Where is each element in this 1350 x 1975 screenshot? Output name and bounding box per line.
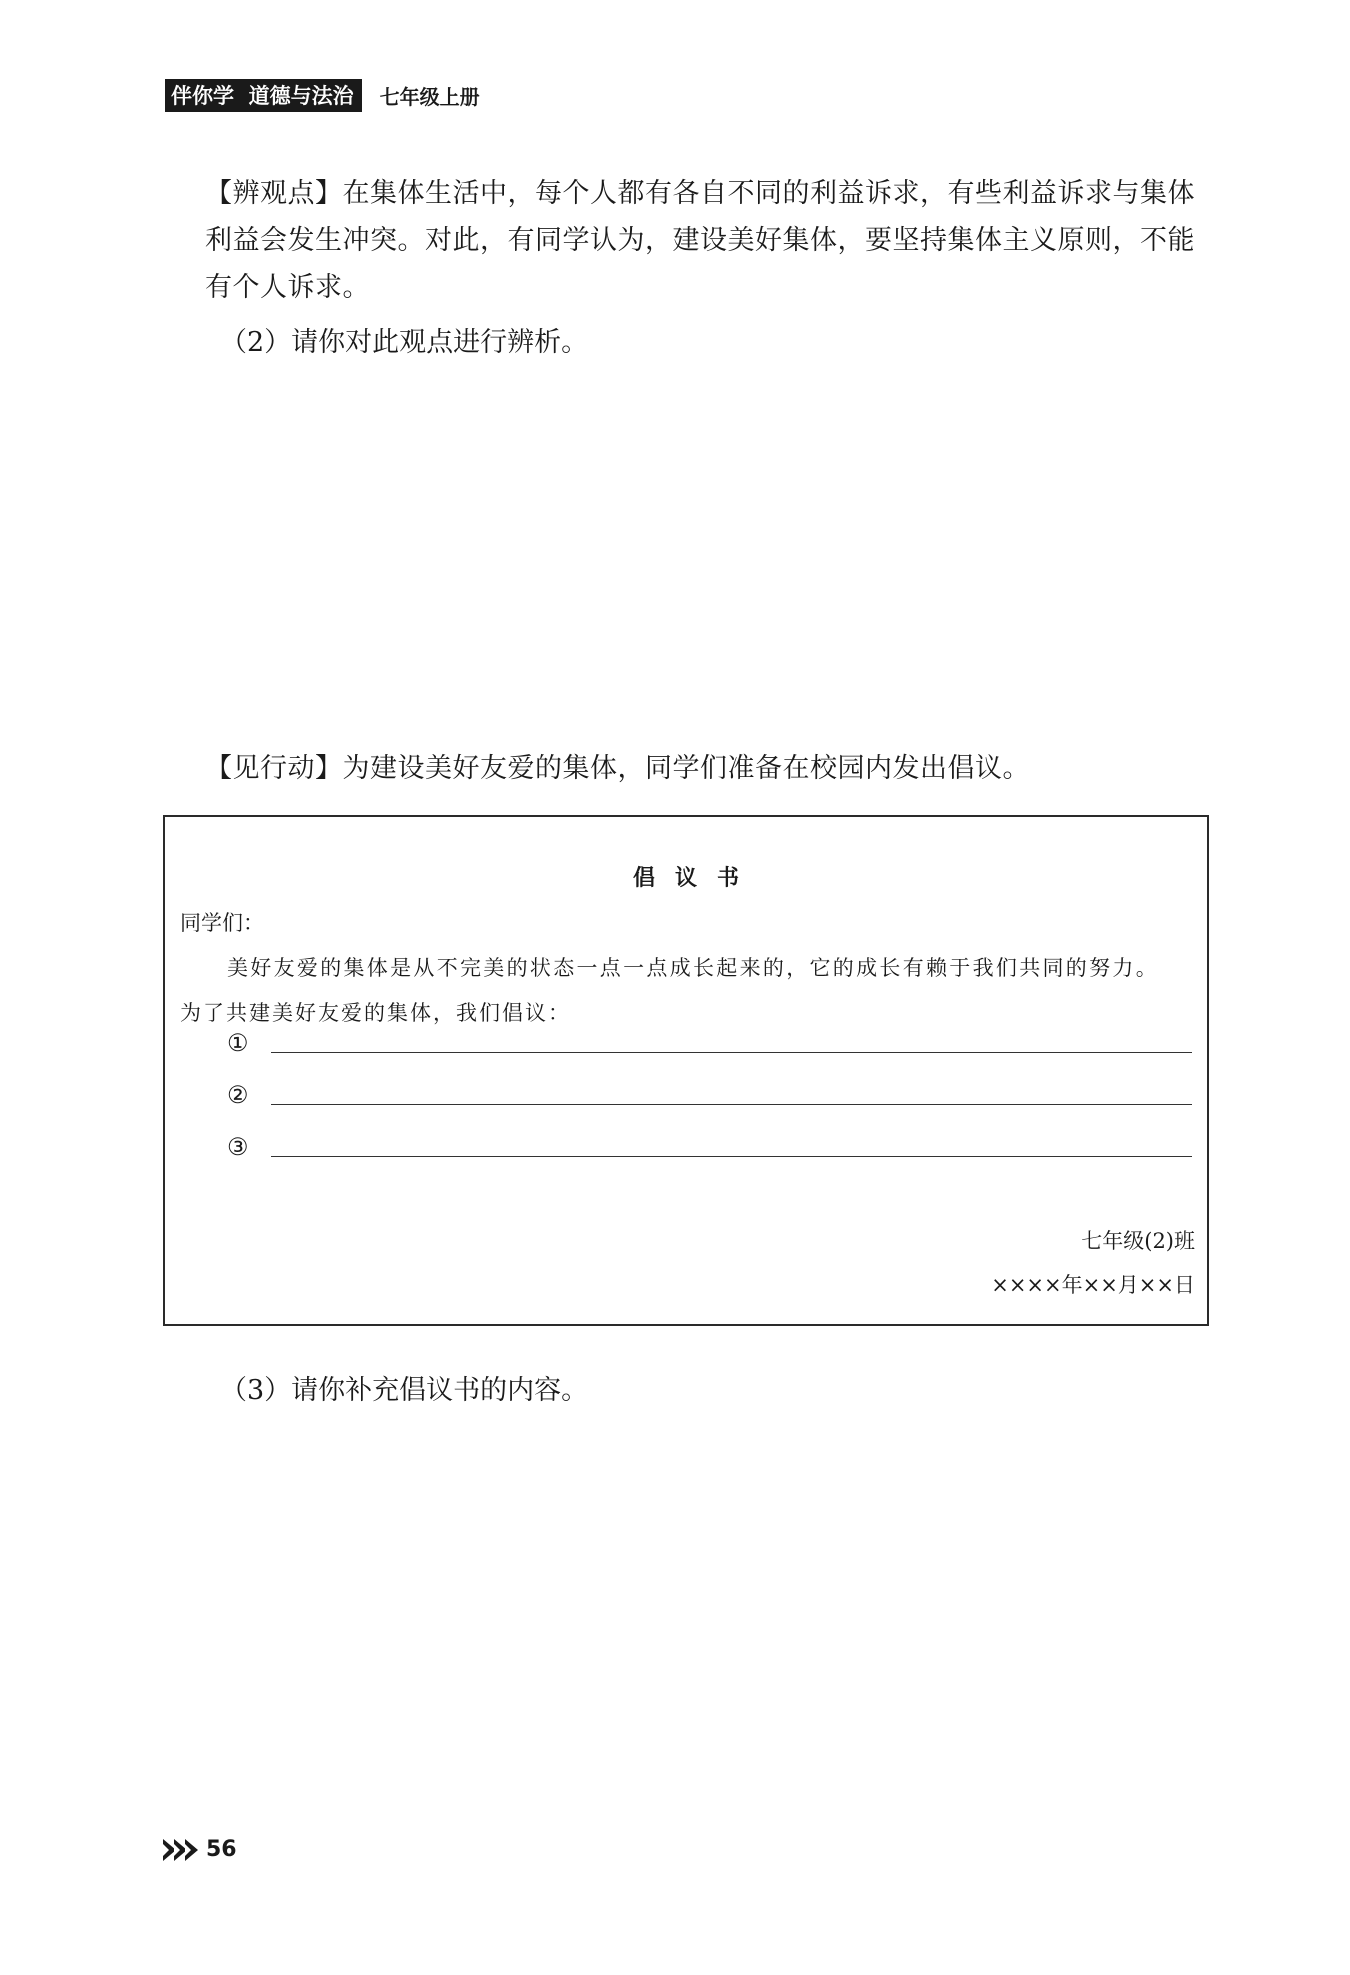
answer-line[interactable] [271, 1104, 1192, 1105]
proposal-class: 七年级(2)班 [1081, 1229, 1195, 1253]
proposal-body-line-1: 美好友爱的集体是从不完美的状态一点一点成长起来的，它的成长有赖于我们共同的努力。 [227, 956, 1159, 980]
proposal-box [163, 815, 1209, 1326]
page-number: 56 [206, 1837, 237, 1862]
proposal-greeting: 同学们： [180, 911, 264, 935]
chevron-right-icon [163, 1839, 196, 1861]
proposal-body-line-2: 为了共建美好友爱的集体，我们倡议： [180, 1001, 571, 1025]
question-3: （3）请你补充倡议书的内容。 [220, 1375, 589, 1406]
proposal-date: ××××年××月××日 [991, 1273, 1195, 1297]
proposal-item-1 [227, 1027, 1192, 1057]
proposal-item-2 [227, 1079, 1192, 1109]
action-paragraph: 【见行动】为建设美好友爱的集体，同学们准备在校园内发出倡议。 [205, 753, 1030, 784]
proposal-item-3 [227, 1131, 1192, 1161]
running-header [165, 80, 480, 110]
item-number: ① [227, 1029, 249, 1057]
item-number: ② [227, 1081, 249, 1109]
answer-line[interactable] [271, 1156, 1192, 1157]
series-title: 伴你学 道德与法治 [165, 79, 362, 112]
item-number: ③ [227, 1133, 249, 1161]
question-2: （2）请你对此观点进行辨析。 [220, 327, 589, 358]
grade-title: 七年级上册 [379, 84, 480, 109]
debate-paragraph: 【辨观点】在集体生活中，每个人都有各自不同的利益诉求，有些利益诉求与集体利益会发生冲突。对此，有同学认为，建设美好集体，要坚持集体主义原则，不能有个人诉求。 [205, 178, 1195, 303]
answer-line[interactable] [271, 1052, 1192, 1053]
proposal-title: 倡议书 [632, 865, 759, 891]
page-footer [163, 1837, 237, 1862]
